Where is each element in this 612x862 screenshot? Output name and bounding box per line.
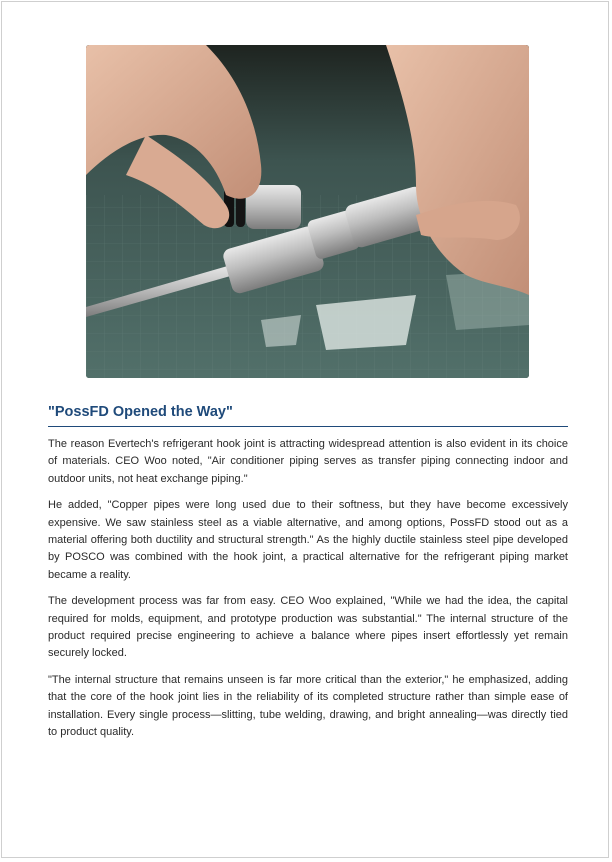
document-page [1,1,609,858]
article-heading: "PossFD Opened the Way" [48,404,233,420]
hook-joint-photo-illustration [86,45,529,378]
article-photo [86,45,529,378]
paragraph: The development process was far from easy. CEO Woo explained, "While we had the idea, the capital required for molds, equipment, and prototype production was substantial." The internal structure of the product required precise engineering to achieve a balance where pipes insert effortlessly yet remain securely locked. [48,595,568,660]
paragraph: He added, "Copper pipes were long used due to their softness, but they have become excessively expensive. We saw stainless steel as a viable alternative, and among options, PossFD stood out as a material offering both ductility and structural strength." As the highly ductile stainless steel pipe developed by POSCO was combined with the hook joint, a practical alternative for the refrigerant piping market became a reality. [48,499,568,581]
paragraph: The reason Evertech's refrigerant hook joint is attracting widespread attention is also evident in its choice of materials. CEO Woo noted, "Air conditioner piping serves as transfer piping connecting indoor and outdoor units, not heat exchange piping." [48,438,568,485]
article-body [48,436,568,751]
paragraph: "The internal structure that remains unseen is far more critical than the exterior," he emphasized, adding that the core of the hook joint lies in the reliability of its completed structure rather than simple ease of installation. Every single process—slitting, tube welding, drawing, and bright annealing—was directly tied to product quality. [48,674,568,738]
heading-divider [48,426,568,427]
